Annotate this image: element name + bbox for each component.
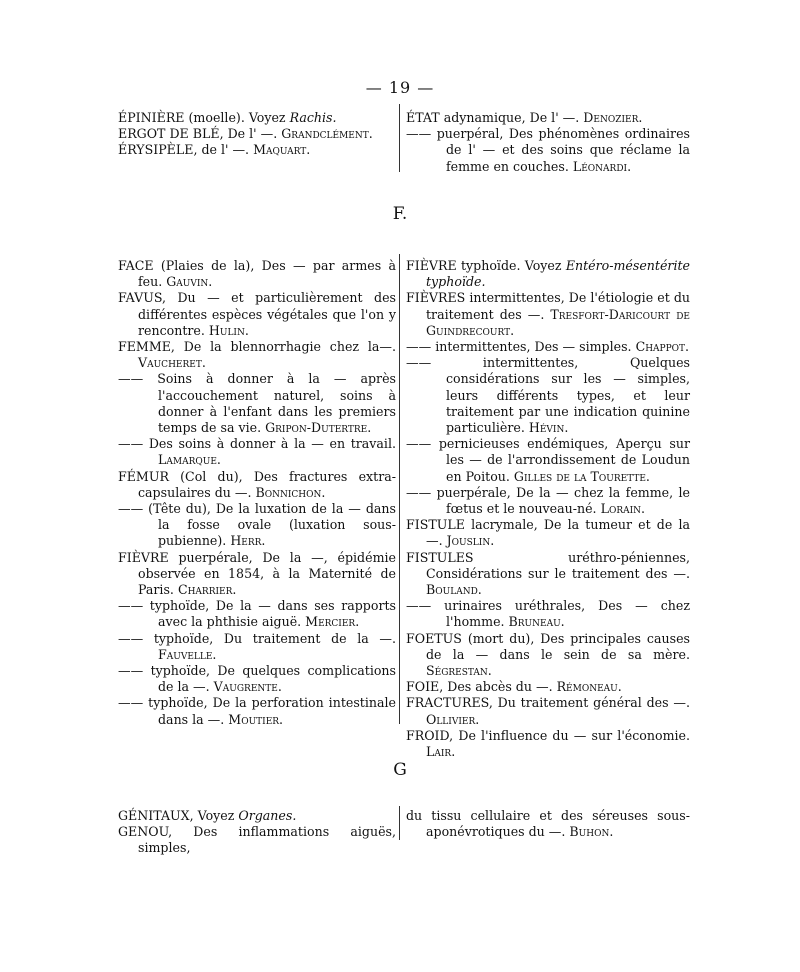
entry-head: FISTULE [406,517,465,533]
entry-text: typhoïde, De la — dans ses rapports avec la phthisie aiguë. [143,598,396,630]
entry-text: puerpérale, De la — chez la femme, le fœtus et le nouveau-né. [431,484,690,517]
entry-text: (Tête du), De la luxation de la — dans la fosse ovale (luxation sous-pubienne). [143,501,396,549]
index-entry [406,258,690,290]
entry-text: (Plaies de la), Des — par armes à feu. [138,258,396,290]
entry-ref: Herr. [230,533,266,549]
entry-ref: Bouland. [426,582,482,598]
entry-text: , de l' —. [193,142,254,158]
entry-head: FIÈVRES [406,290,466,306]
f-left-column [118,258,396,728]
g-right-column [406,808,690,840]
e-left-column [118,110,396,159]
index-entry [118,258,396,290]
entry-head: ÉPINIÈRE [118,110,185,125]
entry-ref: Charrier. [177,582,237,598]
index-entry [118,501,396,550]
entry-head: —— [118,436,144,452]
entry-head: —— [118,598,144,614]
page-number: — 19 — [365,78,435,97]
entry-head: —— [118,501,144,517]
entry-it: Organes. [238,808,297,823]
entry-text: (moelle). Voyez [184,110,290,125]
index-entry [118,598,396,630]
index-entry [406,631,690,680]
index-entry [118,695,396,727]
index-entry [118,371,396,436]
entry-text: puerpérale, De la —, épidémie observée en 1854, à la Maternité de Paris. [138,549,396,598]
g-left-column [118,808,396,857]
index-entry [118,290,396,339]
e-right-column [406,110,690,175]
entry-ref: Buhon. [569,824,614,840]
f-right-column [406,258,690,760]
entry-ref: Moutier. [228,711,284,727]
entry-head: FIÈVRE [406,258,457,273]
entry-text: adynamique, De l' —. [439,110,584,125]
entry-it: Entéro-mésentérite typhoïde. [426,258,690,290]
entry-head: ÉRYSIPÈLE [118,142,194,158]
entry-text: du tissu cellulaire et des séreuses sous-aponévrotiques du —. [406,808,690,840]
index-entry [406,517,690,549]
entry-head: FAVUS [118,290,162,306]
section-letter-f: F. [392,204,408,224]
index-entry [118,808,396,824]
entry-head: FOIE [406,679,440,695]
index-entry [406,355,690,436]
entry-text: , Des abcès du —. [439,679,557,695]
entry-head: ERGOT DE BLÉ [118,126,220,142]
entry-ref: Gilles de la Tourette. [513,468,650,484]
index-entry [406,550,690,599]
entry-ref: Chappot. [635,339,690,355]
entry-text: , Du — et particulièrement des différentes espèces végétales que l'on y rencontre. [138,290,396,338]
entry-text: , Voyez [189,808,239,823]
entry-text: pernicieuses endémiques, Aperçu sur les — de l'arrondissement de Loudun en Poitou. [431,436,690,484]
entry-ref: Vaucheret. [138,355,206,371]
entry-head: FISTULES [406,549,474,565]
entry-ref: Lorain. [600,501,646,517]
entry-text: typhoïde, De la perforation intestinale dans la —. [143,695,396,727]
entry-head: —— [118,663,144,679]
entry-head: FRACTURES [406,695,489,711]
index-entry [406,808,690,840]
entry-ref: Lair. [426,744,456,760]
index-entry [406,290,690,339]
index-entry [406,339,690,355]
index-entry [118,339,396,371]
index-entry [118,110,396,126]
entry-head: FROID [406,727,450,743]
entry-text: , Du traitement général des —. [488,695,690,711]
entry-head: —— [118,371,144,387]
entry-head: GENOU [118,824,169,840]
entry-ref: Gauvin. [166,274,213,290]
index-entry [118,142,396,158]
index-entry [118,663,396,695]
entry-ref: Ségrestan. [426,663,492,679]
entry-ref: Hévin. [528,420,569,436]
entry-head: FACE [118,258,154,273]
entry-text: Soins à donner à la — après l'accouchement naturel, soins à donner à l'enfant dans les premiers temps de sa vie. [143,371,396,436]
entry-text: intermittentes, De l'étiologie et du traitement des —. [426,290,690,322]
entry-text: , De la blennorrhagie chez la—. [170,339,396,355]
entry-ref: Hulin. [208,322,249,338]
entry-text: , De l'influence du — sur l'économie. [449,727,690,743]
entry-ref: Bruneau. [508,614,565,630]
entry-text: Des soins à donner à la — en travail. [143,436,396,452]
entry-text: (Col du), Des fractures extra-capsulaires du —. [138,468,396,500]
entry-ref: Bonnichon. [255,484,326,500]
index-entry [406,126,690,175]
index-entry [118,824,396,856]
entry-text: typhoïde. Voyez [456,258,566,273]
index-entry [118,126,396,142]
entry-ref: Mercier. [305,614,360,630]
index-entry [118,550,396,599]
entry-ref: Fauvelle. [158,646,217,662]
entry-ref: Maquart. [253,142,311,158]
index-entry [118,436,396,468]
entry-head: FOETUS [406,630,462,646]
index-entry [406,436,690,485]
entry-head: —— [406,598,432,614]
entry-text: typhoïde, Du traitement de la —. [143,630,396,646]
entry-ref: Jouslin. [446,533,495,549]
column-divider [399,806,400,840]
index-entry [118,469,396,501]
entry-ref: Gripon-Dutertre. [265,420,372,436]
entry-head: FEMME [118,339,171,355]
entry-head: —— [406,436,432,452]
entry-ref: Vaugrente. [213,679,282,695]
column-divider [399,254,400,724]
entry-text: intermittentes, Des — simples. [431,339,636,355]
index-entry [406,679,690,695]
entry-it: Rachis. [289,110,337,125]
entry-ref: Tresfort-Daricourt de Guindrecourt. [426,306,690,338]
index-entry [406,485,690,517]
entry-ref: Grandclément. [281,126,373,142]
column-divider [399,104,400,172]
entry-head: —— [406,484,432,500]
entry-text: , De l' —. [219,126,282,142]
entry-text: , Des inflammations aiguës, simples, [138,824,396,856]
entry-head: —— [118,630,144,646]
entry-text: puerpéral, Des phénomènes ordinaires de l' — et des soins que réclame la femme en couches. [431,126,690,174]
entry-head: GÉNITAUX [118,808,190,823]
index-entry [406,110,690,126]
index-entry [406,598,690,630]
entry-text: urinaires uréthrales, Des — chez l'homme. [431,598,690,630]
index-entry [406,728,690,760]
entry-ref: Lamarque. [158,452,221,468]
entry-text: (mort du), Des principales causes de la — dans le sein de sa mère. [426,630,690,662]
entry-ref: Ollivier. [426,711,480,727]
entry-head: —— [406,339,432,355]
entry-head: —— [118,695,144,711]
index-entry [118,631,396,663]
entry-ref: Rémoneau. [556,679,622,695]
entry-text: typhoïde, De quelques complications de la —. [143,663,396,695]
entry-head: —— [406,126,432,142]
entry-text: uréthro-péniennes, Considérations sur le traitement des —. [426,549,690,581]
entry-head: ÉTAT [406,110,440,125]
entry-ref: Denozier. [583,110,643,125]
entry-ref: Léonardi. [572,158,632,174]
index-entry [406,695,690,727]
entry-text: lacrymale, De la tumeur et de la—. [426,517,690,549]
section-letter-g: G [393,760,407,780]
entry-text: intermittentes, Quelques considérations sur les — simples, leurs différents types, et leur traitement par une indication quinine particulière. [431,355,690,436]
entry-head: —— [406,355,432,371]
entry-head: FIÈVRE [118,549,169,565]
entry-head: FÉMUR [118,468,169,484]
